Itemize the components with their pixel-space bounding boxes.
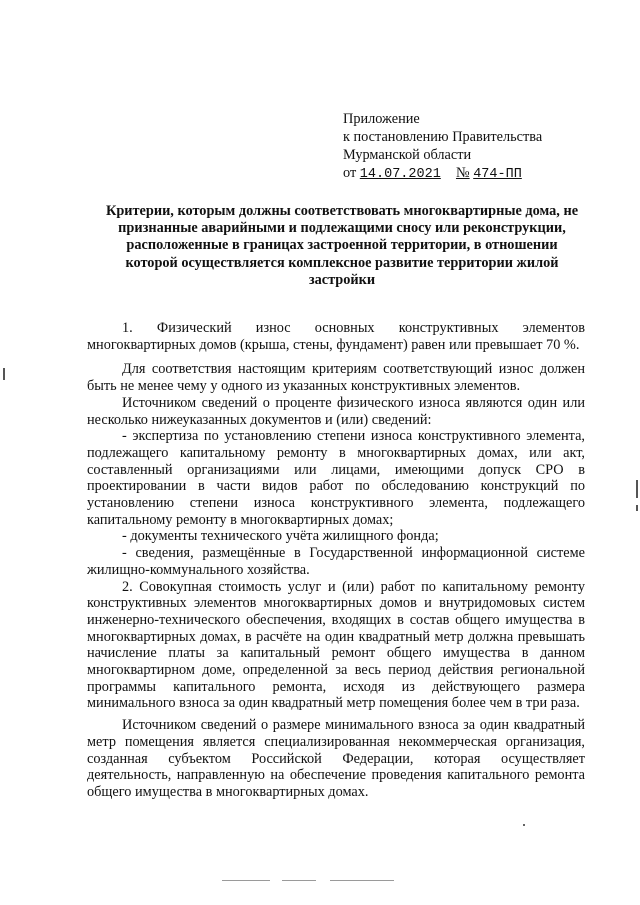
paragraph-5: - документы технического учёта жилищного фонда; (122, 528, 439, 545)
paragraph-6: - сведения, размещённые в Государственной информационной системе жилищно-коммунального хозяйства. (87, 545, 585, 578)
document-body (87, 320, 585, 801)
footer-line (330, 880, 394, 881)
footer-line (282, 880, 316, 881)
paragraph-7: 2. Совокупная стоимость услуг и (или) работ по капитальному ремонту конструктивных элементов многоквартирных домов и внутридомовых систем инженерно-технического обеспечения, входящих в состав общего имущества в многоквартирных домах, в расчёте на один квадратный метр должна превышать начисление платы за капитальный ремонт общего имущества в данном многоквартирном доме, определенной за весь период действия региональной программы капитального ремонта, исходя из действующего размера минимального взноса за один квадратный метр помещения более чем в три раза. (87, 578, 585, 712)
number-prefix: № (455, 165, 470, 181)
right-edge-mark-2 (636, 505, 638, 511)
footer-line (222, 880, 270, 881)
document-number: 474-ПП (473, 167, 522, 182)
paragraph-2: Для соответствия настоящим критериям соответствующий износ должен быть не менее чему у одного из указанных конструктивных элементов. (87, 361, 585, 395)
annex-line-2: к постановлению Правительства (343, 129, 543, 145)
annex-line-3: Мурманской области (343, 147, 472, 163)
paragraph-3: Источником сведений о проценте физического износа являются один или несколько нижеуказанных документов и (или) сведений: (87, 394, 585, 428)
annex-header (343, 110, 623, 182)
document-date: 14.07.2021 (359, 167, 441, 182)
left-edge-mark (3, 368, 5, 380)
document-title: Критерии, которым должны соответствовать многоквартирные дома, не признанные аварийными и подлежащими сносу или реконструкции, расположенные в границах застроенной территории, в отношении которой осуществляется комплексное развитие территории жилой застройки (105, 203, 579, 288)
paragraph-4: - экспертиза по установлению степени износа конструктивного элемента, подлежащего капитальному ремонту в многоквартирных домах, или акт, составленный организациями или лицами, имеющими допуск СРО в проектировании в части видов работ по обследованию конструкций по установлению степени износа конструктивного элемента, подлежащего капитальному ремонту в многоквартирных домах; (87, 428, 585, 528)
annex-date-line (343, 164, 623, 182)
right-edge-mark (636, 480, 638, 498)
paragraph-8: Источником сведений о размере минимального взноса за один квадратный метр помещения является специализированная некоммерческая организация, созданная субъектом Российской Федерации, которая осуществляет деятельность, направленную на обеспечение проведения капитального ремонта общего имущества в многоквартирных домах. (87, 717, 585, 800)
date-prefix: от (343, 165, 357, 181)
stray-dot (523, 824, 525, 826)
annex-line-1: Приложение (343, 111, 420, 127)
paragraph-1: 1. Физический износ основных конструктивных элементов многоквартирных домов (крыша, стены, фундамент) равен или превышает 70 %. (87, 320, 585, 353)
